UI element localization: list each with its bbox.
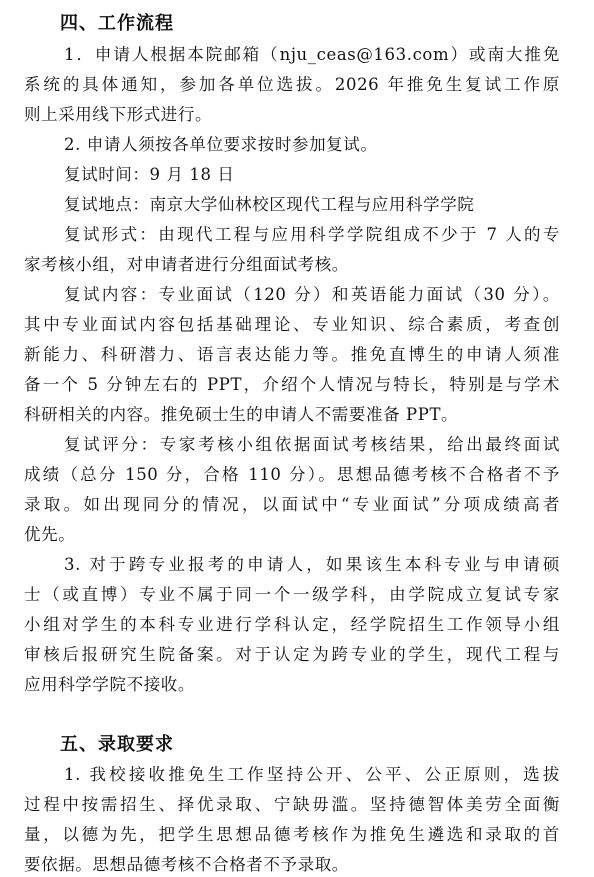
paragraph-line: 复试时间：9 月 18 日: [64, 165, 235, 184]
section-heading-workflow: 四、工作流程: [60, 13, 174, 34]
paragraph-line: 科研相关的内容。推免硕士生的申请人不需要准备 PPT。: [24, 405, 459, 424]
paragraph-line: 应用科学学院不接收。: [24, 675, 195, 694]
paragraph-line: 备一个 5 分钟左右的 PPT，介绍个人情况与特长，特别是与学术: [24, 375, 560, 394]
paragraph-line: 成绩（总分 150 分，合格 110 分）。思想品德考核不合格者不予: [24, 465, 560, 484]
paragraph-line: 家考核小组，对申请者进行分组面试考核。: [24, 255, 349, 274]
paragraph-line: 审核后报研究生院备案。对于认定为跨专业的学生，现代工程与: [24, 645, 560, 664]
paragraph-line: 复试内容：专业面试（120 分）和英语能力面试（30 分）。: [64, 285, 560, 304]
paragraph-line: 则上采用线下形式进行。: [24, 105, 213, 124]
paragraph-line: 过程中按需招生、择优录取、宁缺毋滥。坚持德智体美劳全面衡: [24, 795, 560, 814]
paragraph-line: 2. 申请人须按各单位要求按时参加复试。: [64, 135, 378, 154]
paragraph-line: 1．申请人根据本院邮箱（nju_ceas@163.com）或南大推免: [64, 45, 560, 64]
paragraph-line: 优先。: [24, 525, 76, 544]
paragraph-line: 复试地点：南京大学仙林校区现代工程与应用科学学院: [64, 195, 475, 214]
paragraph-line: 新能力、科研潜力、语言表达能力等。推免直博生的申请人须准: [24, 345, 560, 364]
paragraph-line: 量，以德为先，把学生思想品德考核作为推免生遴选和录取的首: [24, 825, 560, 844]
paragraph-line: 要依据。思想品德考核不合格者不予录取。: [24, 855, 349, 874]
paragraph-line: 系统的具体通知，参加各单位选拔。2026 年推免生复试工作原: [24, 75, 560, 94]
paragraph-line: 小组对学生的本科专业进行学科认定，经学院招生工作领导小组: [24, 615, 560, 634]
paragraph-line: 其中专业面试内容包括基础理论、专业知识、综合素质，考查创: [24, 315, 560, 334]
paragraph-line: 录取。如出现同分的情况，以面试中“专业面试”分项成绩高者: [24, 495, 560, 514]
paragraph-line: 1. 我校接收推免生工作坚持公开、公平、公正原则，选拔: [64, 765, 560, 784]
paragraph-line: 复试评分：专家考核小组依据面试考核结果，给出最终面试: [64, 435, 560, 454]
section-heading-admission: 五、录取要求: [60, 734, 174, 755]
paragraph-line: 复试形式：由现代工程与应用科学学院组成不少于 7 人的专: [64, 225, 560, 244]
paragraph-line: 3. 对于跨专业报考的申请人，如果该生本科专业与申请硕: [64, 555, 560, 574]
paragraph-line: 士（或直博）专业不属于同一个一级学科，由学院成立复试专家: [24, 585, 560, 604]
